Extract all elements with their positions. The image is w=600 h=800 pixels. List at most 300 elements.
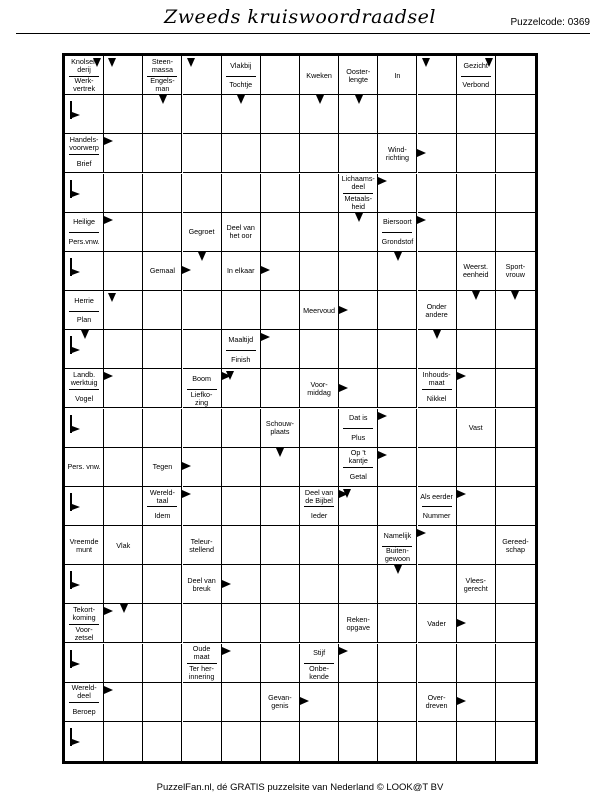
clue-text: Plus (351, 432, 366, 442)
down-arrow-icon (187, 58, 195, 67)
clue-cell (418, 291, 457, 330)
clue-cell (339, 409, 378, 448)
footer-credit: PuzzelFan.nl, dé GRATIS puzzelsite van Nederland © LOOK@T BV (156, 782, 444, 793)
answer-cell[interactable] (261, 644, 300, 683)
answer-cell[interactable] (183, 683, 222, 722)
answer-cell[interactable] (183, 56, 222, 95)
answer-cell[interactable] (65, 644, 104, 683)
clue-text: Verbond (462, 80, 490, 90)
right-arrow-icon (261, 333, 270, 341)
puzzle-code: Puzzelcode: 0369 (510, 17, 590, 28)
clue-text: Gemaal (149, 266, 175, 276)
answer-cell[interactable] (65, 95, 104, 134)
clue-text: Over- dreven (425, 693, 448, 711)
down-right-arrow-icon (70, 571, 79, 589)
answer-cell[interactable] (222, 487, 261, 526)
right-arrow-icon (417, 529, 426, 537)
answer-cell[interactable] (143, 369, 182, 408)
right-arrow-icon (182, 490, 191, 498)
clue-text: Ieder (310, 511, 328, 521)
right-arrow-icon (417, 216, 426, 224)
down-right-arrow-icon (70, 493, 79, 511)
clue-cell (378, 56, 417, 95)
answer-cell[interactable] (457, 644, 496, 683)
down-right-arrow-icon (70, 258, 79, 276)
right-arrow-icon (378, 177, 387, 185)
right-arrow-icon (457, 372, 466, 380)
clue-text: Schouw- plaats (265, 419, 294, 437)
answer-cell[interactable] (143, 683, 182, 722)
answer-cell[interactable] (222, 604, 261, 643)
answer-cell[interactable] (339, 487, 378, 526)
answer-cell[interactable] (339, 330, 378, 369)
clue-text: Ooster- lengte (346, 66, 371, 84)
clue-text: Landb. werktuig (70, 370, 98, 388)
clue-text: Vlakbij (230, 60, 252, 70)
answer-cell[interactable] (300, 252, 339, 291)
clue-text: In elkaar (226, 266, 255, 276)
clue-text: Vader (427, 618, 446, 628)
clue-text: Tegen (152, 462, 173, 472)
clue-separator (461, 76, 491, 77)
clue-separator (304, 663, 334, 664)
answer-cell[interactable] (143, 291, 182, 330)
clue-separator (147, 76, 177, 77)
clue-cell (65, 134, 104, 173)
clue-separator (69, 702, 99, 703)
answer-cell[interactable] (300, 134, 339, 173)
clue-separator (187, 389, 217, 390)
clue-cell (222, 330, 261, 369)
answer-cell[interactable] (183, 174, 222, 213)
answer-cell[interactable] (496, 722, 535, 761)
clue-text: Oude maat (192, 644, 211, 662)
down-arrow-icon (159, 95, 167, 104)
answer-cell[interactable] (143, 722, 182, 761)
crossword-grid (62, 53, 538, 764)
answer-cell[interactable] (261, 174, 300, 213)
right-arrow-icon (457, 619, 466, 627)
answer-cell[interactable] (300, 409, 339, 448)
clue-cell (457, 565, 496, 604)
down-arrow-icon (81, 330, 89, 339)
down-arrow-icon (343, 489, 351, 498)
down-arrow-icon (93, 58, 101, 67)
answer-cell[interactable] (104, 644, 143, 683)
clue-cell (143, 487, 182, 526)
clue-text: In (394, 70, 401, 80)
answer-cell[interactable] (339, 526, 378, 565)
clue-text: Handels- voorwerp (69, 135, 99, 153)
right-arrow-icon (104, 372, 113, 380)
answer-cell[interactable] (300, 604, 339, 643)
answer-cell[interactable] (457, 330, 496, 369)
clue-text: Plan (76, 315, 92, 325)
answer-cell[interactable] (65, 487, 104, 526)
answer-cell[interactable] (104, 722, 143, 761)
clue-cell (300, 56, 339, 95)
clue-separator (382, 232, 412, 233)
answer-cell[interactable] (378, 683, 417, 722)
clue-text: Heilige (73, 217, 96, 227)
right-arrow-icon (457, 490, 466, 498)
clue-text: Wind- richting (385, 144, 409, 162)
down-arrow-icon (422, 58, 430, 67)
answer-cell[interactable] (378, 644, 417, 683)
answer-cell[interactable] (183, 604, 222, 643)
answer-cell[interactable] (496, 565, 535, 604)
clue-cell (65, 604, 104, 643)
answer-cell[interactable] (143, 174, 182, 213)
answer-cell[interactable] (339, 134, 378, 173)
clue-text: Nikkel (426, 393, 447, 403)
clue-text: Engels- man (150, 76, 175, 94)
answer-cell[interactable] (104, 95, 143, 134)
clue-text: Vogel (75, 393, 94, 403)
clue-separator (422, 389, 452, 390)
answer-cell[interactable] (143, 644, 182, 683)
clue-text: Dat is (349, 413, 368, 423)
answer-cell[interactable] (496, 174, 535, 213)
clue-cell (300, 644, 339, 683)
right-arrow-icon (104, 607, 113, 615)
right-arrow-icon (182, 266, 191, 274)
answer-cell[interactable] (261, 722, 300, 761)
answer-cell[interactable] (222, 409, 261, 448)
answer-cell[interactable] (339, 722, 378, 761)
answer-cell[interactable] (378, 487, 417, 526)
clue-cell (222, 213, 261, 252)
answer-cell[interactable] (104, 291, 143, 330)
clue-cell (418, 369, 457, 408)
clue-cell (183, 526, 222, 565)
down-arrow-icon (485, 58, 493, 67)
down-right-arrow-icon (70, 101, 79, 119)
clue-text: Als eerder (420, 491, 453, 501)
right-arrow-icon (104, 137, 113, 145)
answer-cell[interactable] (222, 448, 261, 487)
clue-cell (339, 174, 378, 213)
right-arrow-icon (417, 149, 426, 157)
answer-cell[interactable] (300, 565, 339, 604)
clue-text: Pers.vnw. (68, 237, 100, 247)
answer-cell[interactable] (104, 330, 143, 369)
clue-separator (69, 389, 99, 390)
clue-text: Tekort- koming (72, 605, 96, 623)
answer-cell[interactable] (222, 722, 261, 761)
clue-cell (65, 683, 104, 722)
clue-text: Beroep (72, 707, 96, 717)
right-arrow-icon (378, 412, 387, 420)
down-arrow-icon (394, 565, 402, 574)
clue-cell (261, 409, 300, 448)
down-arrow-icon (316, 95, 324, 104)
right-arrow-icon (378, 451, 387, 459)
clue-text: Wereld- taal (149, 487, 175, 505)
answer-cell[interactable] (378, 604, 417, 643)
answer-cell[interactable] (300, 722, 339, 761)
down-right-arrow-icon (70, 728, 79, 746)
clue-text: Deel van het oor (226, 223, 255, 241)
clue-cell (300, 291, 339, 330)
clue-text: Op 't kantje (348, 448, 368, 466)
clue-text: Wereld- deel (71, 683, 97, 701)
answer-cell[interactable] (339, 683, 378, 722)
answer-cell[interactable] (143, 213, 182, 252)
clue-separator (422, 506, 452, 507)
answer-cell[interactable] (261, 291, 300, 330)
clue-text: Sport- vrouw (505, 262, 526, 280)
answer-cell[interactable] (496, 604, 535, 643)
answer-cell[interactable] (143, 604, 182, 643)
clue-cell (104, 526, 143, 565)
clue-cell (339, 56, 378, 95)
answer-cell[interactable] (300, 330, 339, 369)
answer-cell[interactable] (183, 409, 222, 448)
clue-text: Inhouds- maat (422, 370, 451, 388)
answer-cell[interactable] (339, 565, 378, 604)
down-arrow-icon (198, 252, 206, 261)
answer-cell[interactable] (457, 174, 496, 213)
down-arrow-icon (355, 95, 363, 104)
answer-cell[interactable] (104, 252, 143, 291)
clue-cell (65, 56, 104, 95)
answer-cell[interactable] (496, 134, 535, 173)
answer-cell[interactable] (261, 95, 300, 134)
answer-cell[interactable] (104, 448, 143, 487)
clue-cell (418, 683, 457, 722)
down-arrow-icon (108, 293, 116, 302)
answer-cell[interactable] (457, 95, 496, 134)
answer-cell[interactable] (183, 291, 222, 330)
clue-text: Kweken (306, 70, 332, 80)
down-arrow-icon (276, 448, 284, 457)
answer-cell[interactable] (457, 213, 496, 252)
clue-text: Vreemde munt (69, 536, 99, 554)
clue-cell (339, 604, 378, 643)
answer-cell[interactable] (222, 291, 261, 330)
clue-text: Gegroet (188, 227, 215, 237)
clue-text: Gevan- genis (268, 693, 292, 711)
answer-cell[interactable] (261, 604, 300, 643)
clue-separator (343, 428, 373, 429)
answer-cell[interactable] (496, 487, 535, 526)
answer-cell[interactable] (143, 526, 182, 565)
clue-cell (222, 252, 261, 291)
answer-cell[interactable] (418, 565, 457, 604)
down-arrow-icon (433, 330, 441, 339)
clue-separator (343, 193, 373, 194)
clue-separator (69, 154, 99, 155)
right-arrow-icon (457, 697, 466, 705)
answer-cell[interactable] (418, 56, 457, 95)
answer-cell[interactable] (418, 174, 457, 213)
clue-text: Steen- massa (151, 56, 173, 74)
answer-cell[interactable] (104, 174, 143, 213)
answer-cell[interactable] (261, 56, 300, 95)
clue-cell (339, 448, 378, 487)
answer-cell[interactable] (418, 252, 457, 291)
answer-cell[interactable] (457, 448, 496, 487)
answer-cell[interactable] (143, 565, 182, 604)
answer-cell[interactable] (104, 56, 143, 95)
answer-cell[interactable] (418, 644, 457, 683)
clue-text: Teleur- stellend (189, 536, 214, 554)
clue-text: Weerst. eenheid (462, 262, 489, 280)
clue-separator (187, 663, 217, 664)
clue-text: Herrie (74, 295, 94, 305)
answer-cell[interactable] (496, 644, 535, 683)
right-arrow-icon (222, 580, 231, 588)
answer-cell[interactable] (65, 722, 104, 761)
answer-cell[interactable] (65, 174, 104, 213)
answer-cell[interactable] (300, 448, 339, 487)
clue-cell (378, 526, 417, 565)
answer-cell[interactable] (65, 252, 104, 291)
answer-cell[interactable] (222, 174, 261, 213)
answer-cell[interactable] (104, 565, 143, 604)
clue-separator (69, 311, 99, 312)
clue-cell (183, 565, 222, 604)
answer-cell[interactable] (418, 409, 457, 448)
clue-text: Liefko- zing (190, 389, 213, 407)
clue-text: Vlak (116, 540, 131, 550)
puzzle-title: Zweeds kruiswoordraadsel (164, 6, 436, 28)
answer-cell[interactable] (104, 487, 143, 526)
answer-cell[interactable] (418, 722, 457, 761)
down-arrow-icon (237, 95, 245, 104)
answer-cell[interactable] (300, 174, 339, 213)
right-arrow-icon (261, 266, 270, 274)
header-divider (16, 33, 590, 34)
answer-cell[interactable] (222, 134, 261, 173)
clue-cell (65, 291, 104, 330)
clue-cell (300, 369, 339, 408)
answer-cell[interactable] (104, 409, 143, 448)
right-arrow-icon (222, 647, 231, 655)
clue-cell (261, 683, 300, 722)
answer-cell[interactable] (496, 95, 535, 134)
answer-cell[interactable] (496, 56, 535, 95)
clue-text: Idem (154, 511, 171, 521)
answer-cell[interactable] (496, 683, 535, 722)
right-arrow-icon (339, 306, 348, 314)
down-right-arrow-icon (70, 650, 79, 668)
answer-cell[interactable] (496, 448, 535, 487)
clue-text: Reken- opgave (346, 614, 371, 632)
answer-cell[interactable] (261, 213, 300, 252)
clue-cell (418, 487, 457, 526)
answer-cell[interactable] (496, 409, 535, 448)
down-arrow-icon (511, 291, 519, 300)
clue-cell (418, 604, 457, 643)
answer-cell[interactable] (65, 409, 104, 448)
clue-text: Grondstof (381, 237, 414, 247)
answer-cell[interactable] (143, 134, 182, 173)
down-right-arrow-icon (70, 336, 79, 354)
clue-text: Brief (76, 158, 92, 168)
right-arrow-icon (104, 686, 113, 694)
answer-cell[interactable] (222, 369, 261, 408)
clue-text: Finish (231, 354, 251, 364)
answer-cell[interactable] (183, 330, 222, 369)
clue-separator (226, 350, 256, 351)
answer-cell[interactable] (418, 95, 457, 134)
clue-text: Onbe- kende (309, 663, 330, 681)
answer-cell[interactable] (418, 448, 457, 487)
clue-separator (69, 232, 99, 233)
clue-cell (457, 409, 496, 448)
clue-text: Buiten- gewoon (384, 546, 410, 564)
clue-cell (183, 213, 222, 252)
answer-cell[interactable] (457, 722, 496, 761)
answer-cell[interactable] (222, 526, 261, 565)
answer-cell[interactable] (65, 565, 104, 604)
answer-cell[interactable] (496, 213, 535, 252)
answer-cell[interactable] (496, 330, 535, 369)
clue-text: Boom (192, 374, 211, 384)
clue-text: Vlees- gerecht (463, 575, 488, 593)
clue-separator (343, 467, 373, 468)
answer-cell[interactable] (378, 330, 417, 369)
answer-cell[interactable] (183, 95, 222, 134)
clue-text: Pers. vnw. (67, 462, 101, 472)
clue-separator (304, 506, 334, 507)
answer-cell[interactable] (378, 369, 417, 408)
clue-text: Deel van de Bijbel (304, 487, 334, 505)
clue-text: Meervoud (303, 305, 336, 315)
clue-cell (183, 644, 222, 683)
answer-cell[interactable] (183, 722, 222, 761)
clue-separator (382, 546, 412, 547)
answer-cell[interactable] (143, 409, 182, 448)
answer-cell[interactable] (457, 134, 496, 173)
clue-text: Biersoort (383, 217, 412, 227)
answer-cell[interactable] (183, 134, 222, 173)
clue-text: Gereed- schap (502, 536, 529, 554)
clue-cell (143, 56, 182, 95)
answer-cell[interactable] (261, 526, 300, 565)
answer-cell[interactable] (300, 213, 339, 252)
answer-cell[interactable] (261, 565, 300, 604)
answer-cell[interactable] (222, 683, 261, 722)
clue-text: Werk- vertrek (73, 76, 96, 94)
clue-cell (378, 134, 417, 173)
answer-cell[interactable] (261, 487, 300, 526)
answer-cell[interactable] (261, 369, 300, 408)
right-arrow-icon (300, 697, 309, 705)
answer-cell[interactable] (378, 291, 417, 330)
clue-text: Getal (349, 472, 367, 482)
answer-cell[interactable] (378, 722, 417, 761)
clue-separator (226, 76, 256, 77)
clue-text: Voor- zetsel (74, 624, 94, 642)
down-arrow-icon (120, 604, 128, 613)
clue-cell (183, 369, 222, 408)
answer-cell[interactable] (496, 369, 535, 408)
clue-text: Voor- middag (307, 379, 331, 397)
answer-cell[interactable] (457, 526, 496, 565)
clue-text: Namelijk (383, 530, 412, 540)
answer-cell[interactable] (261, 134, 300, 173)
answer-cell[interactable] (300, 526, 339, 565)
clue-separator (69, 76, 99, 77)
down-arrow-icon (108, 58, 116, 67)
answer-cell[interactable] (378, 95, 417, 134)
answer-cell[interactable] (339, 252, 378, 291)
answer-cell[interactable] (143, 330, 182, 369)
clue-cell (222, 56, 261, 95)
